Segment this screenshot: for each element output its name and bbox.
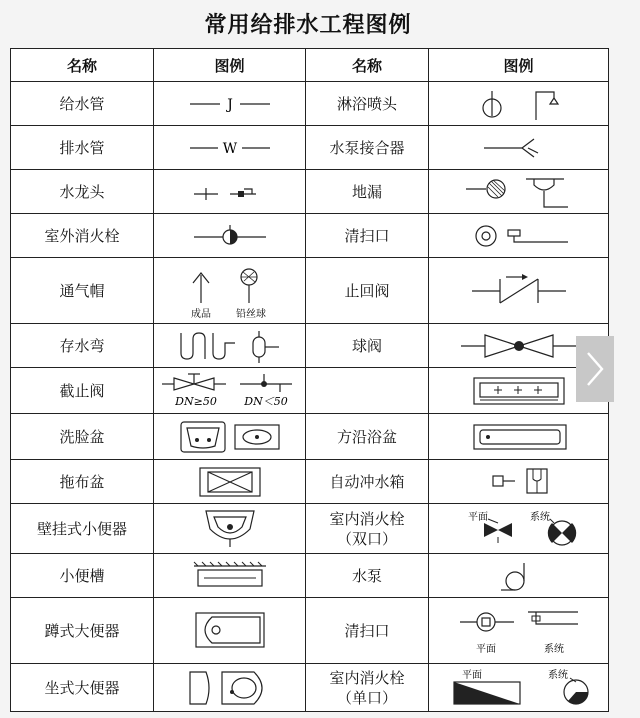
next-page-button[interactable] <box>576 336 614 402</box>
pipe-label: W <box>222 140 237 157</box>
item-name: 存水弯 <box>11 324 154 368</box>
trap-symbol <box>154 324 306 368</box>
item-name: 清扫口 <box>306 214 429 258</box>
outdoor-hydrant-symbol <box>154 214 306 258</box>
chevron-right-icon <box>585 351 605 387</box>
system-view-label: 系统 <box>547 669 568 681</box>
table-row <box>11 460 609 504</box>
cleanout-plan-system-symbol <box>429 598 609 664</box>
item-name: 截止阀 <box>11 368 154 414</box>
plan-view-label: 平面 <box>475 643 496 655</box>
plan-view-label: 平面 <box>461 669 482 681</box>
plan-view-label: 平面 <box>467 511 488 523</box>
item-name-line: 室内消火栓 <box>329 509 405 528</box>
page-title: 常用给排水工程图例 <box>204 13 412 38</box>
item-name-sub: （单口） <box>336 688 397 707</box>
item-name: 排水管 <box>11 126 154 170</box>
drain-pipe-symbol <box>154 126 306 170</box>
table-row <box>11 126 609 170</box>
seat-toilet-symbol <box>154 664 306 712</box>
item-name <box>306 504 429 554</box>
table-row <box>11 258 609 324</box>
item-name: 拖布盆 <box>11 460 154 504</box>
table-row <box>11 82 609 126</box>
item-name: 坐式大便器 <box>11 664 154 712</box>
vent-wire-ball-label: 铅丝球 <box>235 308 266 320</box>
item-name: 室外消火栓 <box>11 214 154 258</box>
header-name: 名称 <box>11 49 154 82</box>
table-row <box>11 368 609 414</box>
vent-cap-symbol <box>154 258 306 324</box>
pipe-label: J <box>226 96 233 113</box>
item-name: 止回阀 <box>306 258 429 324</box>
table-row <box>11 598 609 664</box>
system-view-label: 系统 <box>529 511 550 523</box>
shower-head-symbol <box>429 82 609 126</box>
single-hydrant-symbol <box>429 664 609 712</box>
item-name: 水泵接合器 <box>306 126 429 170</box>
item-name: 水龙头 <box>11 170 154 214</box>
header-name: 名称 <box>306 49 429 82</box>
pump-symbol <box>429 554 609 598</box>
urinal-trough-symbol <box>154 554 306 598</box>
item-name: 清扫口 <box>306 598 429 664</box>
item-name: 淋浴喷头 <box>306 82 429 126</box>
item-name: 水泵 <box>306 554 429 598</box>
washbasin-symbol <box>154 414 306 460</box>
auto-flush-tank-symbol <box>429 460 609 504</box>
item-name: 球阀 <box>306 324 429 368</box>
header-row <box>11 49 609 82</box>
table-row <box>11 414 609 460</box>
pump-adapter-symbol <box>429 126 609 170</box>
header-figure: 图例 <box>154 49 306 82</box>
table-row <box>11 664 609 712</box>
item-name: 方沿浴盆 <box>306 414 429 460</box>
table-row <box>11 214 609 258</box>
table-row <box>11 170 609 214</box>
faucet-symbol <box>154 170 306 214</box>
item-name: 地漏 <box>306 170 429 214</box>
check-valve-symbol <box>429 258 609 324</box>
item-name: 蹲式大便器 <box>11 598 154 664</box>
floor-drain-symbol <box>429 170 609 214</box>
item-name-line: 室内消火栓 <box>329 668 405 687</box>
wall-urinal-symbol <box>154 504 306 554</box>
mop-sink-symbol <box>154 460 306 504</box>
item-name: 自动冲水箱 <box>306 460 429 504</box>
item-name <box>306 368 429 414</box>
item-name-sub: （双口） <box>336 529 397 548</box>
system-view-label: 系统 <box>543 643 564 655</box>
water-pipe-symbol <box>154 82 306 126</box>
item-name: 壁挂式小便器 <box>11 504 154 554</box>
table-row <box>11 504 609 554</box>
legend-table <box>10 48 609 712</box>
table-row <box>11 324 609 368</box>
squat-toilet-symbol <box>154 598 306 664</box>
globe-valve-small-label: DN＜50 <box>243 394 288 408</box>
item-name: 洗脸盆 <box>11 414 154 460</box>
item-name <box>306 664 429 712</box>
item-name: 通气帽 <box>11 258 154 324</box>
header-figure: 图例 <box>429 49 609 82</box>
item-name: 小便槽 <box>11 554 154 598</box>
vent-finished-label: 成品 <box>190 308 211 320</box>
globe-valve-large-label: DN≥50 <box>174 394 217 408</box>
table-row <box>11 554 609 598</box>
item-name: 给水管 <box>11 82 154 126</box>
double-hydrant-symbol <box>429 504 609 554</box>
globe-valve-symbol <box>154 368 306 414</box>
cleanout-symbol <box>429 214 609 258</box>
square-bathtub-symbol <box>429 414 609 460</box>
